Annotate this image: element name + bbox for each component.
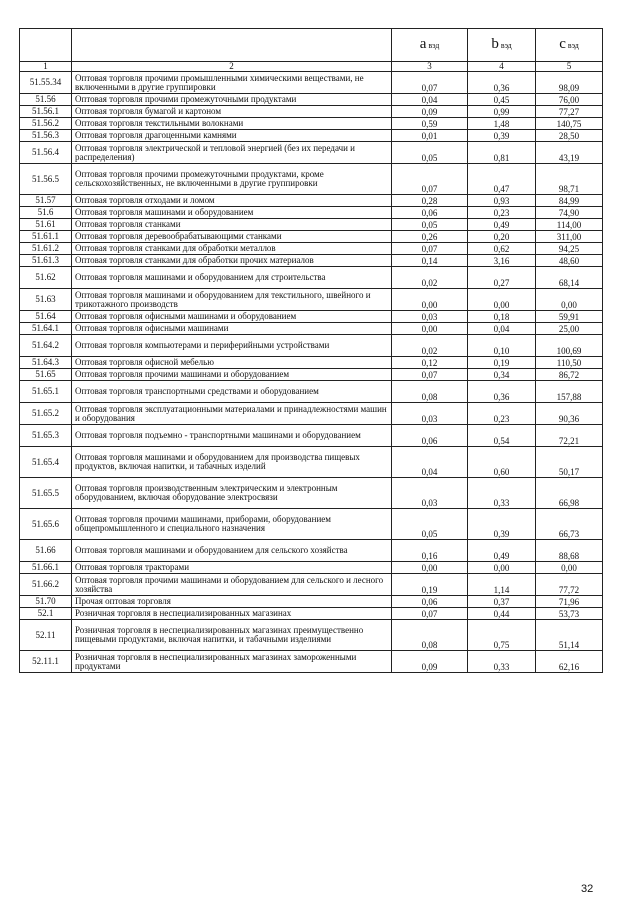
row-c-value: 0,00	[536, 289, 603, 311]
row-code: 51.55.34	[20, 72, 72, 94]
col-index-2: 2	[72, 62, 392, 72]
row-a-value: 0,00	[392, 562, 468, 574]
row-name: Оптовая торговля прочими промышленными химическими веществами, не включенными в другие группировки	[72, 72, 392, 94]
row-b-value: 0,23	[468, 403, 536, 425]
row-c-value: 50,17	[536, 447, 603, 478]
row-c-value: 100,69	[536, 335, 603, 357]
row-code: 51.56.4	[20, 142, 72, 164]
row-b-value: 0,34	[468, 369, 536, 381]
table-row	[20, 478, 603, 509]
row-a-value: 0,59	[392, 118, 468, 130]
row-code: 51.65	[20, 369, 72, 381]
page-number: 32	[581, 883, 594, 895]
row-c-value: 157,88	[536, 381, 603, 403]
row-a-value: 0,03	[392, 311, 468, 323]
row-name: Оптовая торговля эксплуатационными материалами и принадлежностями машин и оборудования	[72, 403, 392, 425]
row-name: Оптовая торговля драгоценными камнями	[72, 130, 392, 142]
row-code: 52.1	[20, 608, 72, 620]
header-name-cell	[72, 29, 392, 62]
row-c-value: 90,36	[536, 403, 603, 425]
table-row	[20, 403, 603, 425]
table-row	[20, 289, 603, 311]
row-a-value: 0,05	[392, 509, 468, 540]
column-index-row	[20, 62, 603, 72]
row-code: 51.64.1	[20, 323, 72, 335]
table-row	[20, 207, 603, 219]
row-c-value: 62,16	[536, 651, 603, 673]
row-code: 51.61.2	[20, 243, 72, 255]
table-row	[20, 243, 603, 255]
row-name: Оптовая торговля тракторами	[72, 562, 392, 574]
row-name: Оптовая торговля прочими машинами, приборами, оборудованием общепромышленного и специального назначения	[72, 509, 392, 540]
row-code: 51.57	[20, 195, 72, 207]
row-a-value: 0,00	[392, 323, 468, 335]
table-row	[20, 447, 603, 478]
row-b-value: 0,44	[468, 608, 536, 620]
row-c-value: 88,68	[536, 540, 603, 562]
row-a-value: 0,04	[392, 447, 468, 478]
row-code: 51.56.5	[20, 164, 72, 195]
row-code: 51.66.2	[20, 574, 72, 596]
row-a-value: 0,28	[392, 195, 468, 207]
row-c-value: 68,14	[536, 267, 603, 289]
row-code: 51.56.2	[20, 118, 72, 130]
table-row	[20, 142, 603, 164]
row-name: Оптовая торговля машинами и оборудованием для текстильного, швейного и трикотажного производств	[72, 289, 392, 311]
row-name: Оптовая торговля отходами и ломом	[72, 195, 392, 207]
row-a-value: 0,00	[392, 289, 468, 311]
table-row	[20, 651, 603, 673]
row-name: Оптовая торговля прочими промежуточными продуктами	[72, 94, 392, 106]
row-c-value: 98,09	[536, 72, 603, 94]
row-b-value: 0,39	[468, 130, 536, 142]
row-name: Оптовая торговля текстильными волокнами	[72, 118, 392, 130]
row-code: 51.61	[20, 219, 72, 231]
row-code: 51.61.3	[20, 255, 72, 267]
header-row	[20, 29, 603, 62]
row-name: Оптовая торговля машинами и оборудованием для строительства	[72, 267, 392, 289]
row-a-value: 0,09	[392, 106, 468, 118]
row-code: 51.65.6	[20, 509, 72, 540]
col-index-4: 4	[468, 62, 536, 72]
row-c-value: 48,60	[536, 255, 603, 267]
col-index-3: 3	[392, 62, 468, 72]
row-b-value: 0,49	[468, 540, 536, 562]
row-name: Оптовая торговля офисными машинами и оборудованием	[72, 311, 392, 323]
data-table	[19, 28, 603, 673]
row-a-value: 0,06	[392, 596, 468, 608]
row-name: Прочая оптовая торговля	[72, 596, 392, 608]
row-c-value: 74,90	[536, 207, 603, 219]
col-index-1: 1	[20, 62, 72, 72]
row-b-value: 0,33	[468, 478, 536, 509]
row-code: 51.6	[20, 207, 72, 219]
row-name: Розничная торговля в неспециализированных магазинах преимущественно пищевыми продуктами, включая напитки, и табачными изделиями	[72, 620, 392, 651]
table-row	[20, 219, 603, 231]
row-c-value: 98,71	[536, 164, 603, 195]
row-code: 51.61.1	[20, 231, 72, 243]
row-a-value: 0,08	[392, 620, 468, 651]
table-row	[20, 255, 603, 267]
row-code: 51.65.3	[20, 425, 72, 447]
row-a-value: 0,19	[392, 574, 468, 596]
row-b-value: 0,60	[468, 447, 536, 478]
row-c-value: 0,00	[536, 562, 603, 574]
row-b-value: 0,18	[468, 311, 536, 323]
row-name: Оптовая торговля прочими промежуточными продуктами, кроме сельскохозяйственных, не включенными в другие группировки	[72, 164, 392, 195]
row-b-value: 0,45	[468, 94, 536, 106]
row-name: Розничная торговля в неспециализированных магазинах	[72, 608, 392, 620]
row-c-value: 311,00	[536, 231, 603, 243]
header-b-letter: b	[491, 36, 499, 53]
row-a-value: 0,26	[392, 231, 468, 243]
table-row	[20, 106, 603, 118]
row-c-value: 84,99	[536, 195, 603, 207]
row-a-value: 0,02	[392, 267, 468, 289]
table-row	[20, 381, 603, 403]
row-name: Оптовая торговля машинами и оборудованием для производства пищевых продуктов, включая напитки, и табачных изделий	[72, 447, 392, 478]
row-c-value: 51,14	[536, 620, 603, 651]
header-a-letter: a	[419, 36, 427, 53]
table-row	[20, 94, 603, 106]
row-c-value: 66,98	[536, 478, 603, 509]
row-b-value: 0,39	[468, 509, 536, 540]
table-row	[20, 118, 603, 130]
row-code: 51.64	[20, 311, 72, 323]
row-name: Оптовая торговля офисной мебелью	[72, 357, 392, 369]
row-code: 51.56.1	[20, 106, 72, 118]
row-c-value: 71,96	[536, 596, 603, 608]
table-row	[20, 267, 603, 289]
row-a-value: 0,16	[392, 540, 468, 562]
row-name: Оптовая торговля машинами и оборудованием	[72, 207, 392, 219]
row-code: 52.11	[20, 620, 72, 651]
row-a-value: 0,03	[392, 403, 468, 425]
row-name: Оптовая торговля подъемно - транспортными машинами и оборудованием	[72, 425, 392, 447]
header-c-sub: вэд	[567, 41, 579, 51]
row-b-value: 0,75	[468, 620, 536, 651]
table-row	[20, 562, 603, 574]
header-a-sub: вэд	[428, 41, 440, 51]
row-c-value: 76,00	[536, 94, 603, 106]
row-name: Оптовая торговля станками для обработки прочих материалов	[72, 255, 392, 267]
row-b-value: 1,48	[468, 118, 536, 130]
col-index-5: 5	[536, 62, 603, 72]
row-code: 51.56.3	[20, 130, 72, 142]
row-a-value: 0,14	[392, 255, 468, 267]
row-c-value: 28,50	[536, 130, 603, 142]
row-name: Розничная торговля в неспециализированных магазинах замороженными продуктами	[72, 651, 392, 673]
table-row	[20, 509, 603, 540]
header-c-letter: c	[559, 36, 566, 53]
row-c-value: 77,27	[536, 106, 603, 118]
table-row	[20, 323, 603, 335]
row-code: 52.11.1	[20, 651, 72, 673]
row-a-value: 0,02	[392, 335, 468, 357]
row-a-value: 0,03	[392, 478, 468, 509]
row-b-value: 0,62	[468, 243, 536, 255]
row-c-value: 66,73	[536, 509, 603, 540]
row-code: 51.66.1	[20, 562, 72, 574]
row-a-value: 0,05	[392, 142, 468, 164]
row-name: Оптовая торговля станками для обработки металлов	[72, 243, 392, 255]
row-code: 51.64.2	[20, 335, 72, 357]
row-b-value: 0,10	[468, 335, 536, 357]
row-b-value: 0,36	[468, 381, 536, 403]
row-name: Оптовая торговля машинами и оборудованием для сельского хозяйства	[72, 540, 392, 562]
row-b-value: 0,93	[468, 195, 536, 207]
row-c-value: 53,73	[536, 608, 603, 620]
row-c-value: 86,72	[536, 369, 603, 381]
table-row	[20, 596, 603, 608]
row-name: Оптовая торговля деревообрабатывающими станками	[72, 231, 392, 243]
row-b-value: 0,00	[468, 562, 536, 574]
table-row	[20, 540, 603, 562]
header-code-cell	[20, 29, 72, 62]
row-name: Оптовая торговля прочими машинами и оборудованием для сельского и лесного хозяйства	[72, 574, 392, 596]
row-a-value: 0,06	[392, 207, 468, 219]
row-b-value: 0,36	[468, 72, 536, 94]
row-a-value: 0,04	[392, 94, 468, 106]
row-code: 51.63	[20, 289, 72, 311]
table-row	[20, 357, 603, 369]
row-name: Оптовая торговля станками	[72, 219, 392, 231]
row-c-value: 94,25	[536, 243, 603, 255]
row-code: 51.66	[20, 540, 72, 562]
table-row	[20, 130, 603, 142]
row-a-value: 0,06	[392, 425, 468, 447]
row-c-value: 25,00	[536, 323, 603, 335]
table-row	[20, 574, 603, 596]
row-c-value: 114,00	[536, 219, 603, 231]
row-name: Оптовая торговля бумагой и картоном	[72, 106, 392, 118]
row-b-value: 0,19	[468, 357, 536, 369]
row-b-value: 0,04	[468, 323, 536, 335]
header-a	[392, 29, 468, 62]
row-a-value: 0,07	[392, 164, 468, 195]
row-c-value: 140,75	[536, 118, 603, 130]
row-name: Оптовая торговля компьютерами и периферийными устройствами	[72, 335, 392, 357]
row-c-value: 77,72	[536, 574, 603, 596]
row-a-value: 0,08	[392, 381, 468, 403]
header-c	[536, 29, 603, 62]
row-b-value: 0,49	[468, 219, 536, 231]
row-b-value: 0,27	[468, 267, 536, 289]
table-row	[20, 608, 603, 620]
header-b-sub: вэд	[500, 41, 512, 51]
table-row	[20, 335, 603, 357]
row-name: Оптовая торговля транспортными средствами и оборудованием	[72, 381, 392, 403]
row-code: 51.65.2	[20, 403, 72, 425]
row-a-value: 0,07	[392, 369, 468, 381]
row-b-value: 0,81	[468, 142, 536, 164]
row-b-value: 0,47	[468, 164, 536, 195]
table-row	[20, 620, 603, 651]
row-name: Оптовая торговля электрической и тепловой энергией (без их передачи и распределения)	[72, 142, 392, 164]
row-code: 51.64.3	[20, 357, 72, 369]
row-a-value: 0,12	[392, 357, 468, 369]
table-row	[20, 369, 603, 381]
row-c-value: 43,19	[536, 142, 603, 164]
table-row	[20, 195, 603, 207]
row-a-value: 0,01	[392, 130, 468, 142]
row-b-value: 0,23	[468, 207, 536, 219]
row-a-value: 0,07	[392, 608, 468, 620]
row-name: Оптовая торговля производственным электрическим и электронным оборудованием, включая оборудование электросвязи	[72, 478, 392, 509]
row-a-value: 0,09	[392, 651, 468, 673]
row-a-value: 0,07	[392, 72, 468, 94]
row-b-value: 0,54	[468, 425, 536, 447]
table-row	[20, 72, 603, 94]
table-row	[20, 425, 603, 447]
table-row	[20, 231, 603, 243]
row-code: 51.65.5	[20, 478, 72, 509]
row-name: Оптовая торговля офисными машинами	[72, 323, 392, 335]
row-a-value: 0,07	[392, 243, 468, 255]
row-b-value: 1,14	[468, 574, 536, 596]
row-c-value: 110,50	[536, 357, 603, 369]
table-row	[20, 164, 603, 195]
row-b-value: 0,37	[468, 596, 536, 608]
row-code: 51.70	[20, 596, 72, 608]
row-code: 51.65.4	[20, 447, 72, 478]
row-b-value: 0,99	[468, 106, 536, 118]
row-b-value: 0,00	[468, 289, 536, 311]
row-c-value: 59,91	[536, 311, 603, 323]
row-b-value: 0,33	[468, 651, 536, 673]
row-b-value: 0,20	[468, 231, 536, 243]
row-c-value: 72,21	[536, 425, 603, 447]
header-b	[468, 29, 536, 62]
row-a-value: 0,05	[392, 219, 468, 231]
row-code: 51.56	[20, 94, 72, 106]
row-name: Оптовая торговля прочими машинами и оборудованием	[72, 369, 392, 381]
row-code: 51.62	[20, 267, 72, 289]
row-b-value: 3,16	[468, 255, 536, 267]
row-code: 51.65.1	[20, 381, 72, 403]
table-row	[20, 311, 603, 323]
